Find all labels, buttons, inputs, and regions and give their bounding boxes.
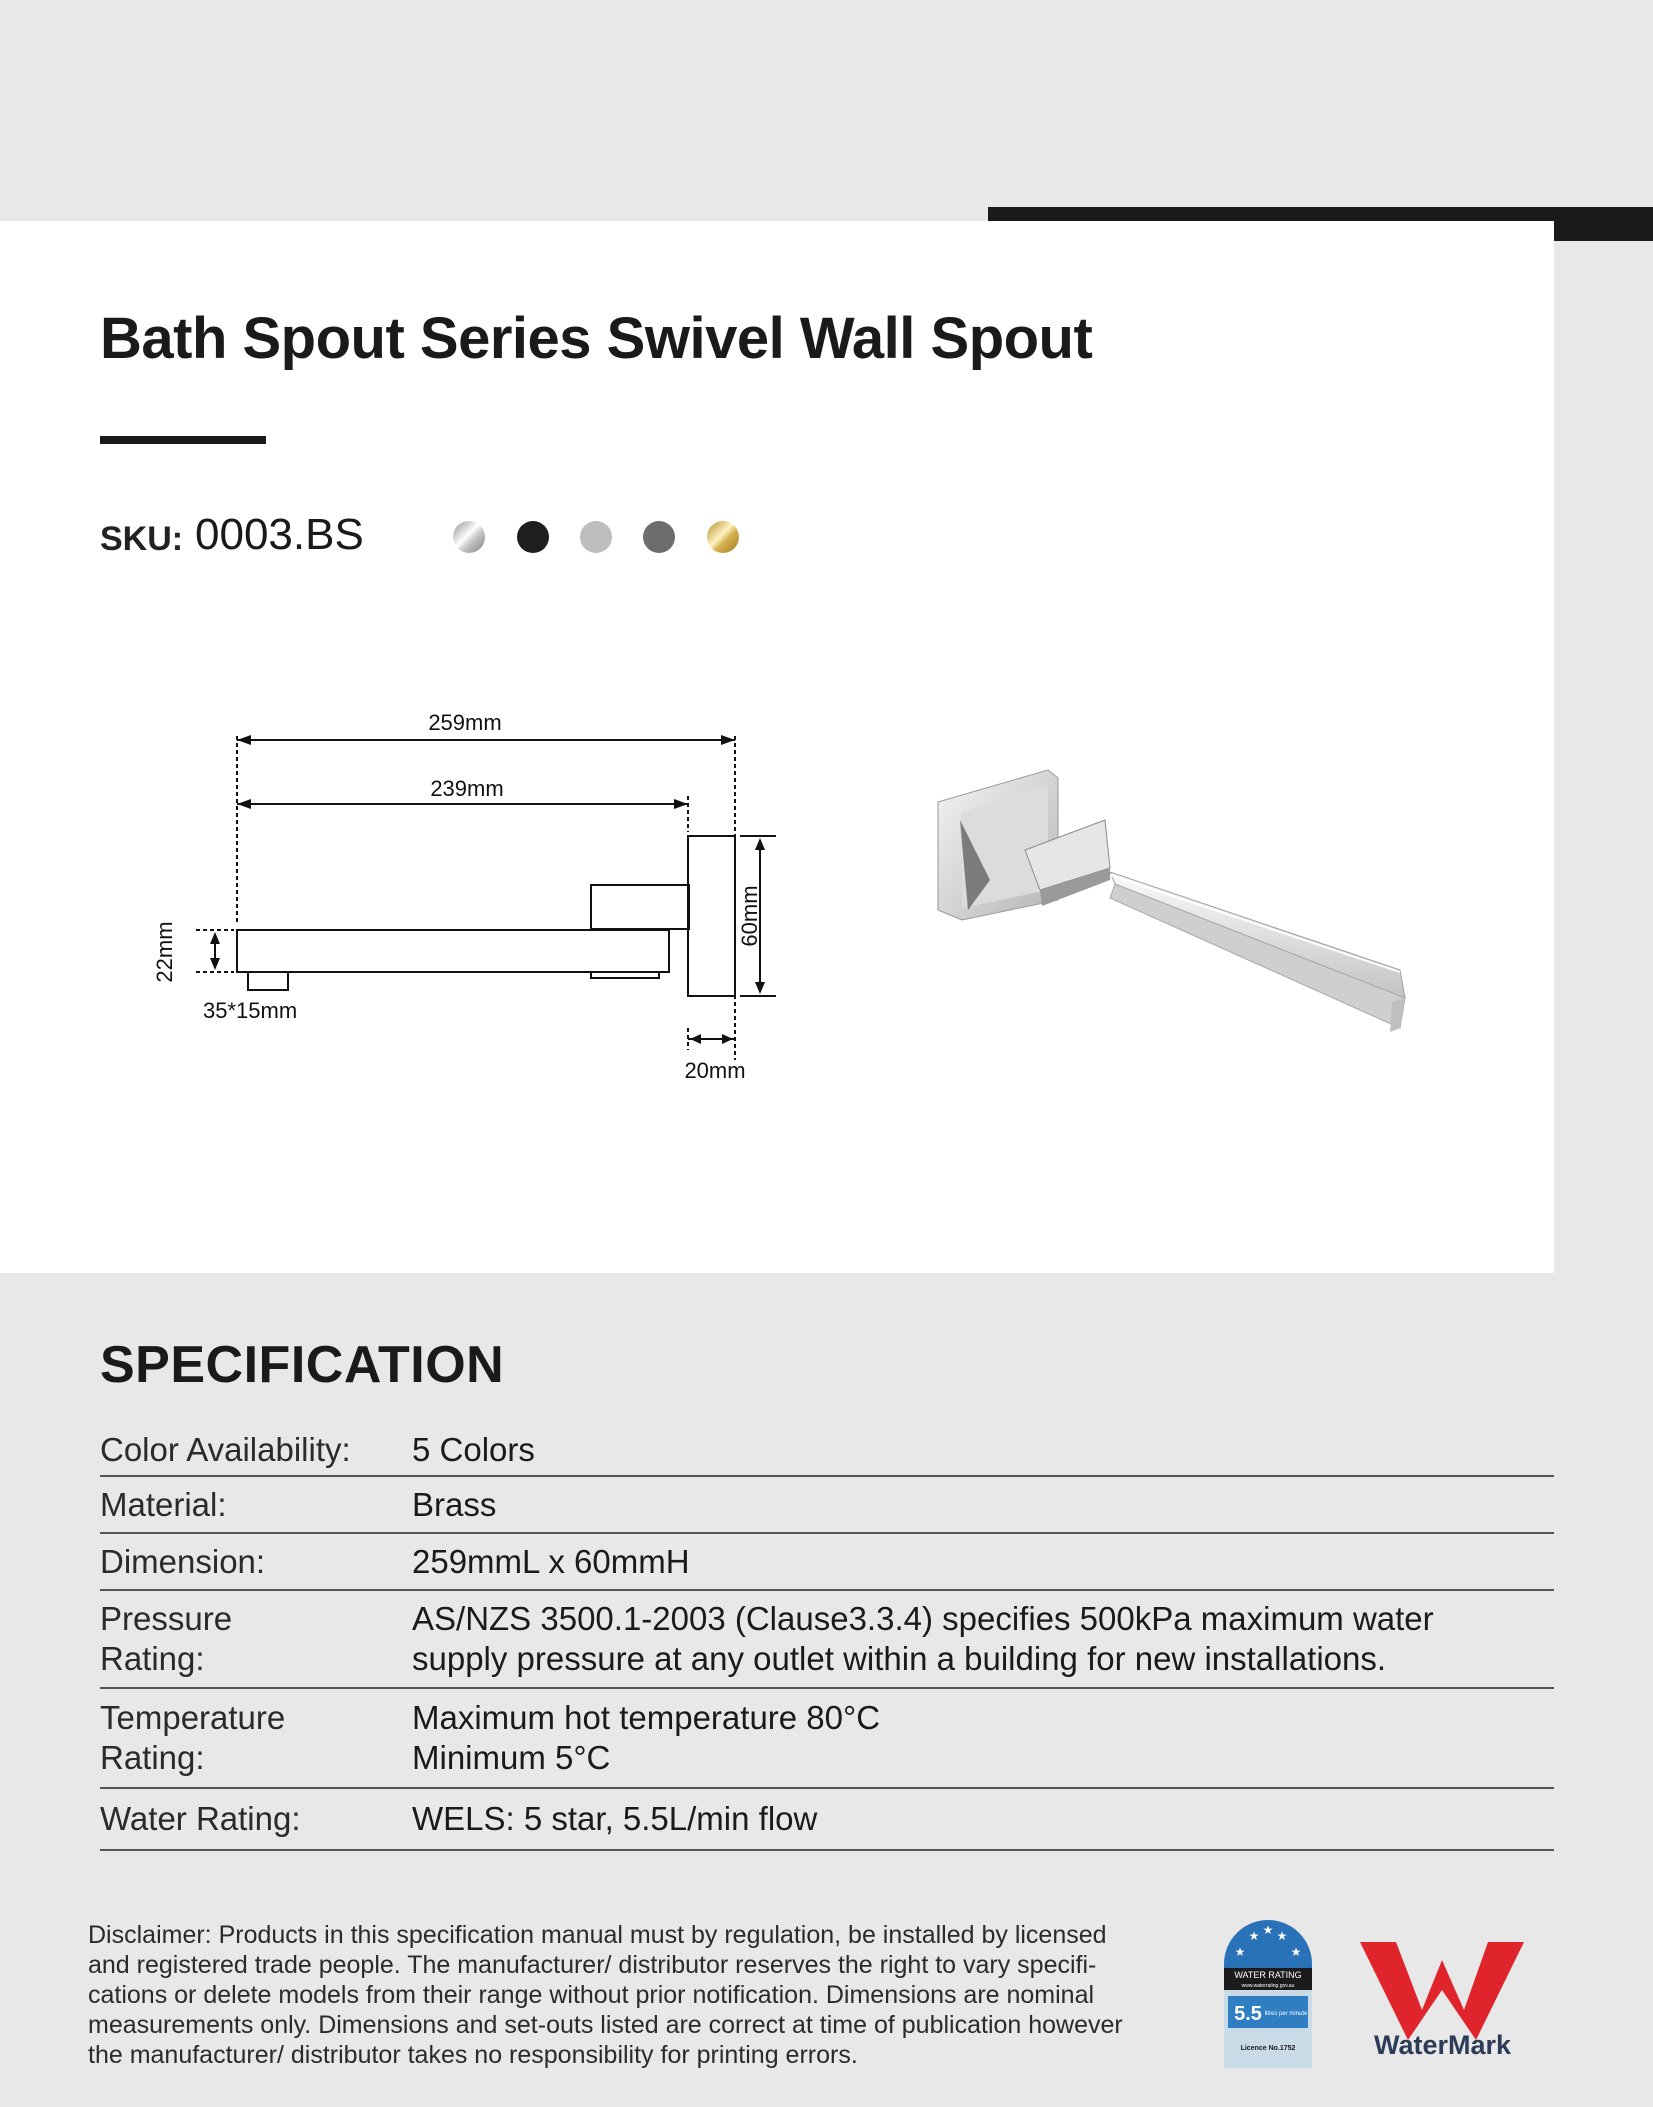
dimension-outlet: 35*15mm <box>203 998 298 1023</box>
wels-rating-badge <box>1222 1918 1314 2070</box>
disclaimer <box>88 1920 1178 2070</box>
disclaimer-line: Disclaimer: Products in this specification manual must by regulation, be installed by licensed <box>88 1921 1107 1949</box>
svg-text:★: ★ <box>1262 1923 1274 1937</box>
product-image <box>930 760 1420 1060</box>
spec-row-material <box>100 1476 1554 1533</box>
spec-label-line: Rating: <box>100 1640 205 1677</box>
svg-text:★: ★ <box>1276 1929 1288 1943</box>
swatch-gunmetal[interactable] <box>643 521 675 553</box>
spec-value: WELS: 5 star, 5.5L/min flow <box>412 1788 1554 1850</box>
dimension-overall-length: 259mm <box>428 710 502 735</box>
swatch-black[interactable] <box>517 521 549 553</box>
dimension-diagram <box>140 700 780 1100</box>
dimension-spout-height: 22mm <box>152 921 177 983</box>
spec-row-water-rating <box>100 1788 1554 1850</box>
title-underline <box>100 436 266 444</box>
specification-table <box>100 1425 1554 1851</box>
disclaimer-line: measurements only. Dimensions and set-outs listed are correct at time of publication however <box>88 2011 1123 2039</box>
spec-row-temperature-rating <box>100 1688 1554 1788</box>
spec-row-pressure-rating <box>100 1590 1554 1688</box>
disclaimer-line: and registered trade people. The manufacturer/ distributor reserves the right to vary specifi- <box>88 1951 1097 1979</box>
svg-text:★: ★ <box>1234 1945 1246 1959</box>
spec-label-line: Temperature <box>100 1699 286 1736</box>
sku-label: SKU: <box>100 520 184 558</box>
spec-value-line: Maximum hot temperature 80°C <box>412 1699 881 1736</box>
watermark-label: WaterMark <box>1374 2030 1512 2060</box>
spec-label <box>100 1590 412 1688</box>
spec-value <box>412 1590 1554 1688</box>
page-title: Bath Spout Series Swivel Wall Spout <box>100 306 1093 371</box>
spec-label-line: Rating: <box>100 1739 205 1776</box>
wels-value: 5.5 <box>1234 2003 1262 2025</box>
spec-value-line: supply pressure at any outlet within a building for new installations. <box>412 1640 1387 1677</box>
wels-unit: litres per minute <box>1264 2011 1308 2017</box>
spec-label: Material: <box>100 1476 412 1533</box>
dimension-plate-depth: 20mm <box>684 1058 746 1083</box>
wels-licence: Licence No.1752 <box>1240 2045 1296 2052</box>
swatch-silver[interactable] <box>580 521 612 553</box>
spec-value-line: AS/NZS 3500.1-2003 (Clause3.3.4) specifies 500kPa maximum water <box>412 1600 1434 1637</box>
wels-url: www.waterrating.gov.au <box>1241 1983 1295 1989</box>
spec-label: Color Availability: <box>100 1425 412 1476</box>
spec-row-color-availability <box>100 1425 1554 1476</box>
spec-value: Brass <box>412 1476 1554 1533</box>
wels-title: WATER RATING <box>1234 1970 1302 1980</box>
spec-value: 5 Colors <box>412 1425 1554 1476</box>
spec-value <box>412 1688 1554 1788</box>
sku-value: 0003.BS <box>195 510 364 559</box>
spec-label: Dimension: <box>100 1533 412 1590</box>
dimension-height: 60mm <box>737 885 762 947</box>
spec-label: Water Rating: <box>100 1788 412 1850</box>
disclaimer-line: cations or delete models from their range without prior notification. Dimensions are nominal <box>88 1981 1095 2009</box>
spec-value-line: Minimum 5°C <box>412 1739 611 1776</box>
spec-value: 259mmL x 60mmH <box>412 1533 1554 1590</box>
swatch-chrome[interactable] <box>453 521 485 553</box>
dimension-spout-length: 239mm <box>430 776 504 801</box>
swatch-gold[interactable] <box>707 521 739 553</box>
svg-text:★: ★ <box>1290 1945 1302 1959</box>
watermark-logo-icon <box>1360 1938 1525 2043</box>
spec-label-line: Pressure <box>100 1600 233 1637</box>
spec-row-dimension <box>100 1533 1554 1590</box>
svg-text:★: ★ <box>1248 1929 1260 1943</box>
spec-label <box>100 1688 412 1788</box>
specification-heading: SPECIFICATION <box>100 1336 505 1394</box>
disclaimer-line: the manufacturer/ distributor takes no responsibility for printing errors. <box>88 2041 858 2069</box>
